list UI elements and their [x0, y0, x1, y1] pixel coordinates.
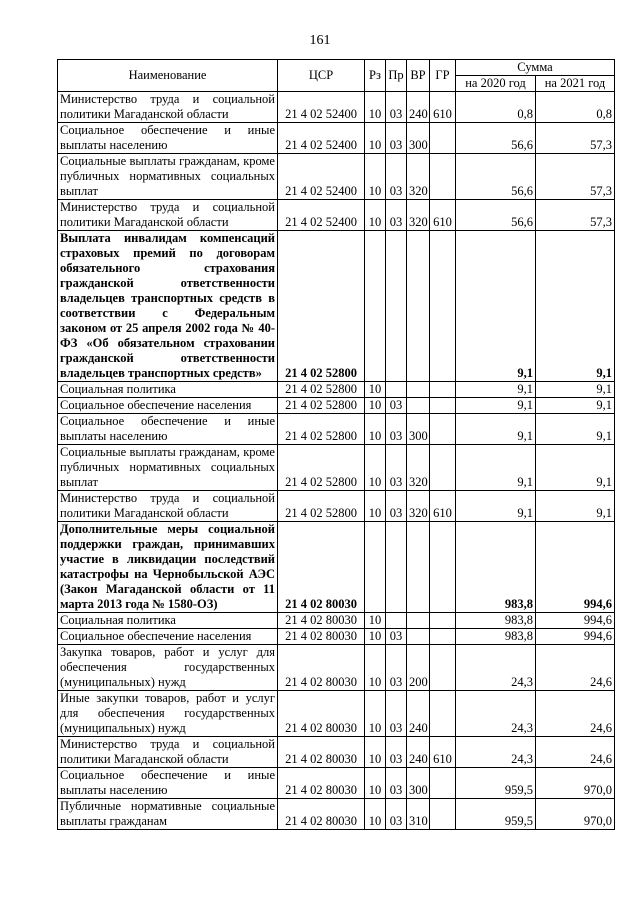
row-gr: [430, 445, 456, 491]
row-csr: 21 4 02 80030: [278, 799, 365, 830]
row-rz: [365, 522, 386, 613]
row-gr: [430, 398, 456, 414]
row-csr: 21 4 02 52800: [278, 398, 365, 414]
row-name: Дополнительные меры социальной поддержки граждан, принимавших участие в ликвидации последствий катастрофы на Чернобыльской АЭС (Закон Магаданской области от 11 марта 2013 года № 1580-ОЗ): [58, 522, 278, 613]
row-rz: 10: [365, 768, 386, 799]
row-sum-2020: 9,1: [456, 414, 536, 445]
row-name: Министерство труда и социальной политики Магаданской области: [58, 200, 278, 231]
row-gr: 610: [430, 200, 456, 231]
row-vr: [407, 629, 430, 645]
row-sum-2020: 9,1: [456, 445, 536, 491]
row-gr: [430, 382, 456, 398]
row-csr: 21 4 02 80030: [278, 737, 365, 768]
header-sum: Сумма: [456, 60, 615, 76]
row-name: Министерство труда и социальной политики Магаданской области: [58, 491, 278, 522]
table-row: [58, 92, 615, 123]
row-sum-2020: 983,8: [456, 613, 536, 629]
row-pr: 03: [386, 154, 407, 200]
row-name: Иные закупки товаров, работ и услуг для обеспечения государственных (муниципальных) нужд: [58, 691, 278, 737]
row-name: Социальное обеспечение и иные выплаты населению: [58, 768, 278, 799]
budget-table: [57, 59, 615, 830]
table-row: [58, 613, 615, 629]
row-pr: [386, 522, 407, 613]
row-sum-2021: 24,6: [536, 645, 615, 691]
header-gr: ГР: [430, 60, 456, 92]
row-vr: 240: [407, 691, 430, 737]
row-sum-2020: 983,8: [456, 522, 536, 613]
row-pr: 03: [386, 445, 407, 491]
row-pr: [386, 382, 407, 398]
row-vr: 300: [407, 768, 430, 799]
row-rz: 10: [365, 491, 386, 522]
header-pr: Пр: [386, 60, 407, 92]
table-row: [58, 522, 615, 613]
row-sum-2021: 0,8: [536, 92, 615, 123]
row-name: Социальное обеспечение населения: [58, 398, 278, 414]
row-rz: [365, 231, 386, 382]
row-sum-2021: 57,3: [536, 154, 615, 200]
row-rz: 10: [365, 445, 386, 491]
row-name: Социальное обеспечение и иные выплаты населению: [58, 123, 278, 154]
row-pr: 03: [386, 629, 407, 645]
row-pr: 03: [386, 200, 407, 231]
header-year-2021: на 2021 год: [536, 76, 615, 92]
table-row: [58, 645, 615, 691]
row-sum-2021: 994,6: [536, 629, 615, 645]
row-vr: [407, 382, 430, 398]
table-row: [58, 231, 615, 382]
row-csr: 21 4 02 80030: [278, 768, 365, 799]
row-csr: 21 4 02 80030: [278, 691, 365, 737]
row-sum-2021: 57,3: [536, 200, 615, 231]
row-sum-2020: 959,5: [456, 768, 536, 799]
row-rz: 10: [365, 123, 386, 154]
row-vr: 240: [407, 92, 430, 123]
table-row: [58, 799, 615, 830]
row-csr: 21 4 02 80030: [278, 522, 365, 613]
row-rz: 10: [365, 613, 386, 629]
row-sum-2021: 57,3: [536, 123, 615, 154]
row-sum-2021: 9,1: [536, 231, 615, 382]
row-vr: [407, 231, 430, 382]
row-name: Социальные выплаты гражданам, кроме публичных нормативных социальных выплат: [58, 445, 278, 491]
row-csr: 21 4 02 80030: [278, 629, 365, 645]
row-sum-2021: 9,1: [536, 382, 615, 398]
row-pr: 03: [386, 645, 407, 691]
row-vr: 320: [407, 154, 430, 200]
row-vr: [407, 522, 430, 613]
row-rz: 10: [365, 629, 386, 645]
row-sum-2020: 9,1: [456, 231, 536, 382]
table-row: [58, 398, 615, 414]
row-csr: 21 4 02 52800: [278, 414, 365, 445]
table-row: [58, 445, 615, 491]
row-csr: 21 4 02 80030: [278, 613, 365, 629]
row-pr: 03: [386, 414, 407, 445]
row-sum-2020: 9,1: [456, 382, 536, 398]
row-sum-2021: 9,1: [536, 491, 615, 522]
row-rz: 10: [365, 200, 386, 231]
row-gr: [430, 613, 456, 629]
row-name: Выплата инвалидам компенсаций страховых премий по договорам обязательного страхования гражданской ответственности владельцев транспортных средств в соответствии с Федеральным законом от 25 апреля 2002 года № 40-ФЗ «Об обязательном страховании гражданской ответственности владельцев транспортных средств»: [58, 231, 278, 382]
row-gr: [430, 522, 456, 613]
row-pr: 03: [386, 768, 407, 799]
row-csr: 21 4 02 52400: [278, 200, 365, 231]
row-vr: 320: [407, 491, 430, 522]
row-name: Социальные выплаты гражданам, кроме публичных нормативных социальных выплат: [58, 154, 278, 200]
row-gr: [430, 414, 456, 445]
row-sum-2021: 9,1: [536, 445, 615, 491]
row-gr: [430, 645, 456, 691]
table-row: [58, 414, 615, 445]
row-name: Закупка товаров, работ и услуг для обеспечения государственных (муниципальных) нужд: [58, 645, 278, 691]
row-csr: 21 4 02 52400: [278, 123, 365, 154]
row-rz: 10: [365, 645, 386, 691]
row-vr: 310: [407, 799, 430, 830]
row-gr: [430, 154, 456, 200]
row-pr: [386, 231, 407, 382]
row-sum-2020: 56,6: [456, 200, 536, 231]
table-row: [58, 768, 615, 799]
row-name: Публичные нормативные социальные выплаты гражданам: [58, 799, 278, 830]
row-sum-2021: 970,0: [536, 768, 615, 799]
row-gr: [430, 691, 456, 737]
row-rz: 10: [365, 691, 386, 737]
row-vr: 240: [407, 737, 430, 768]
row-csr: 21 4 02 52800: [278, 445, 365, 491]
row-name: Социальная политика: [58, 613, 278, 629]
row-csr: 21 4 02 52800: [278, 491, 365, 522]
row-sum-2020: 0,8: [456, 92, 536, 123]
row-sum-2020: 24,3: [456, 645, 536, 691]
table-row: [58, 737, 615, 768]
row-gr: 610: [430, 737, 456, 768]
row-pr: 03: [386, 398, 407, 414]
row-sum-2020: 24,3: [456, 691, 536, 737]
row-vr: 320: [407, 200, 430, 231]
row-sum-2021: 970,0: [536, 799, 615, 830]
header-year-2020: на 2020 год: [456, 76, 536, 92]
row-gr: 610: [430, 491, 456, 522]
row-csr: 21 4 02 52800: [278, 231, 365, 382]
row-sum-2021: 994,6: [536, 613, 615, 629]
row-csr: 21 4 02 52400: [278, 92, 365, 123]
table-row: [58, 629, 615, 645]
row-rz: 10: [365, 737, 386, 768]
row-pr: 03: [386, 737, 407, 768]
row-sum-2020: 959,5: [456, 799, 536, 830]
row-gr: [430, 799, 456, 830]
row-csr: 21 4 02 80030: [278, 645, 365, 691]
page-number: 161: [309, 33, 331, 48]
row-vr: 200: [407, 645, 430, 691]
table-row: [58, 200, 615, 231]
row-gr: [430, 231, 456, 382]
row-sum-2020: 983,8: [456, 629, 536, 645]
row-gr: 610: [430, 92, 456, 123]
row-rz: 10: [365, 398, 386, 414]
row-sum-2020: 56,6: [456, 123, 536, 154]
row-name: Социальная политика: [58, 382, 278, 398]
row-sum-2020: 9,1: [456, 398, 536, 414]
row-pr: [386, 613, 407, 629]
table-row: [58, 691, 615, 737]
row-pr: 03: [386, 691, 407, 737]
row-vr: 320: [407, 445, 430, 491]
header-rz: Рз: [365, 60, 386, 92]
row-sum-2021: 994,6: [536, 522, 615, 613]
header-name: Наименование: [58, 60, 278, 92]
row-vr: 300: [407, 123, 430, 154]
row-vr: 300: [407, 414, 430, 445]
row-sum-2021: 24,6: [536, 691, 615, 737]
table-row: [58, 123, 615, 154]
row-gr: [430, 768, 456, 799]
row-name: Социальное обеспечение населения: [58, 629, 278, 645]
row-gr: [430, 629, 456, 645]
header-csr: ЦСР: [278, 60, 365, 92]
table-row: [58, 382, 615, 398]
row-sum-2021: 24,6: [536, 737, 615, 768]
row-rz: 10: [365, 414, 386, 445]
table-row: [58, 154, 615, 200]
row-csr: 21 4 02 52400: [278, 154, 365, 200]
row-gr: [430, 123, 456, 154]
row-sum-2020: 56,6: [456, 154, 536, 200]
row-rz: 10: [365, 799, 386, 830]
row-csr: 21 4 02 52800: [278, 382, 365, 398]
row-name: Министерство труда и социальной политики Магаданской области: [58, 737, 278, 768]
row-pr: 03: [386, 491, 407, 522]
row-sum-2020: 9,1: [456, 491, 536, 522]
row-pr: 03: [386, 799, 407, 830]
row-name: Министерство труда и социальной политики Магаданской области: [58, 92, 278, 123]
row-sum-2020: 24,3: [456, 737, 536, 768]
row-pr: 03: [386, 123, 407, 154]
row-vr: [407, 398, 430, 414]
row-sum-2021: 9,1: [536, 398, 615, 414]
row-sum-2021: 9,1: [536, 414, 615, 445]
table-row: [58, 491, 615, 522]
row-rz: 10: [365, 154, 386, 200]
header-vr: ВР: [407, 60, 430, 92]
row-rz: 10: [365, 382, 386, 398]
row-rz: 10: [365, 92, 386, 123]
row-pr: 03: [386, 92, 407, 123]
row-name: Социальное обеспечение и иные выплаты населению: [58, 414, 278, 445]
row-vr: [407, 613, 430, 629]
